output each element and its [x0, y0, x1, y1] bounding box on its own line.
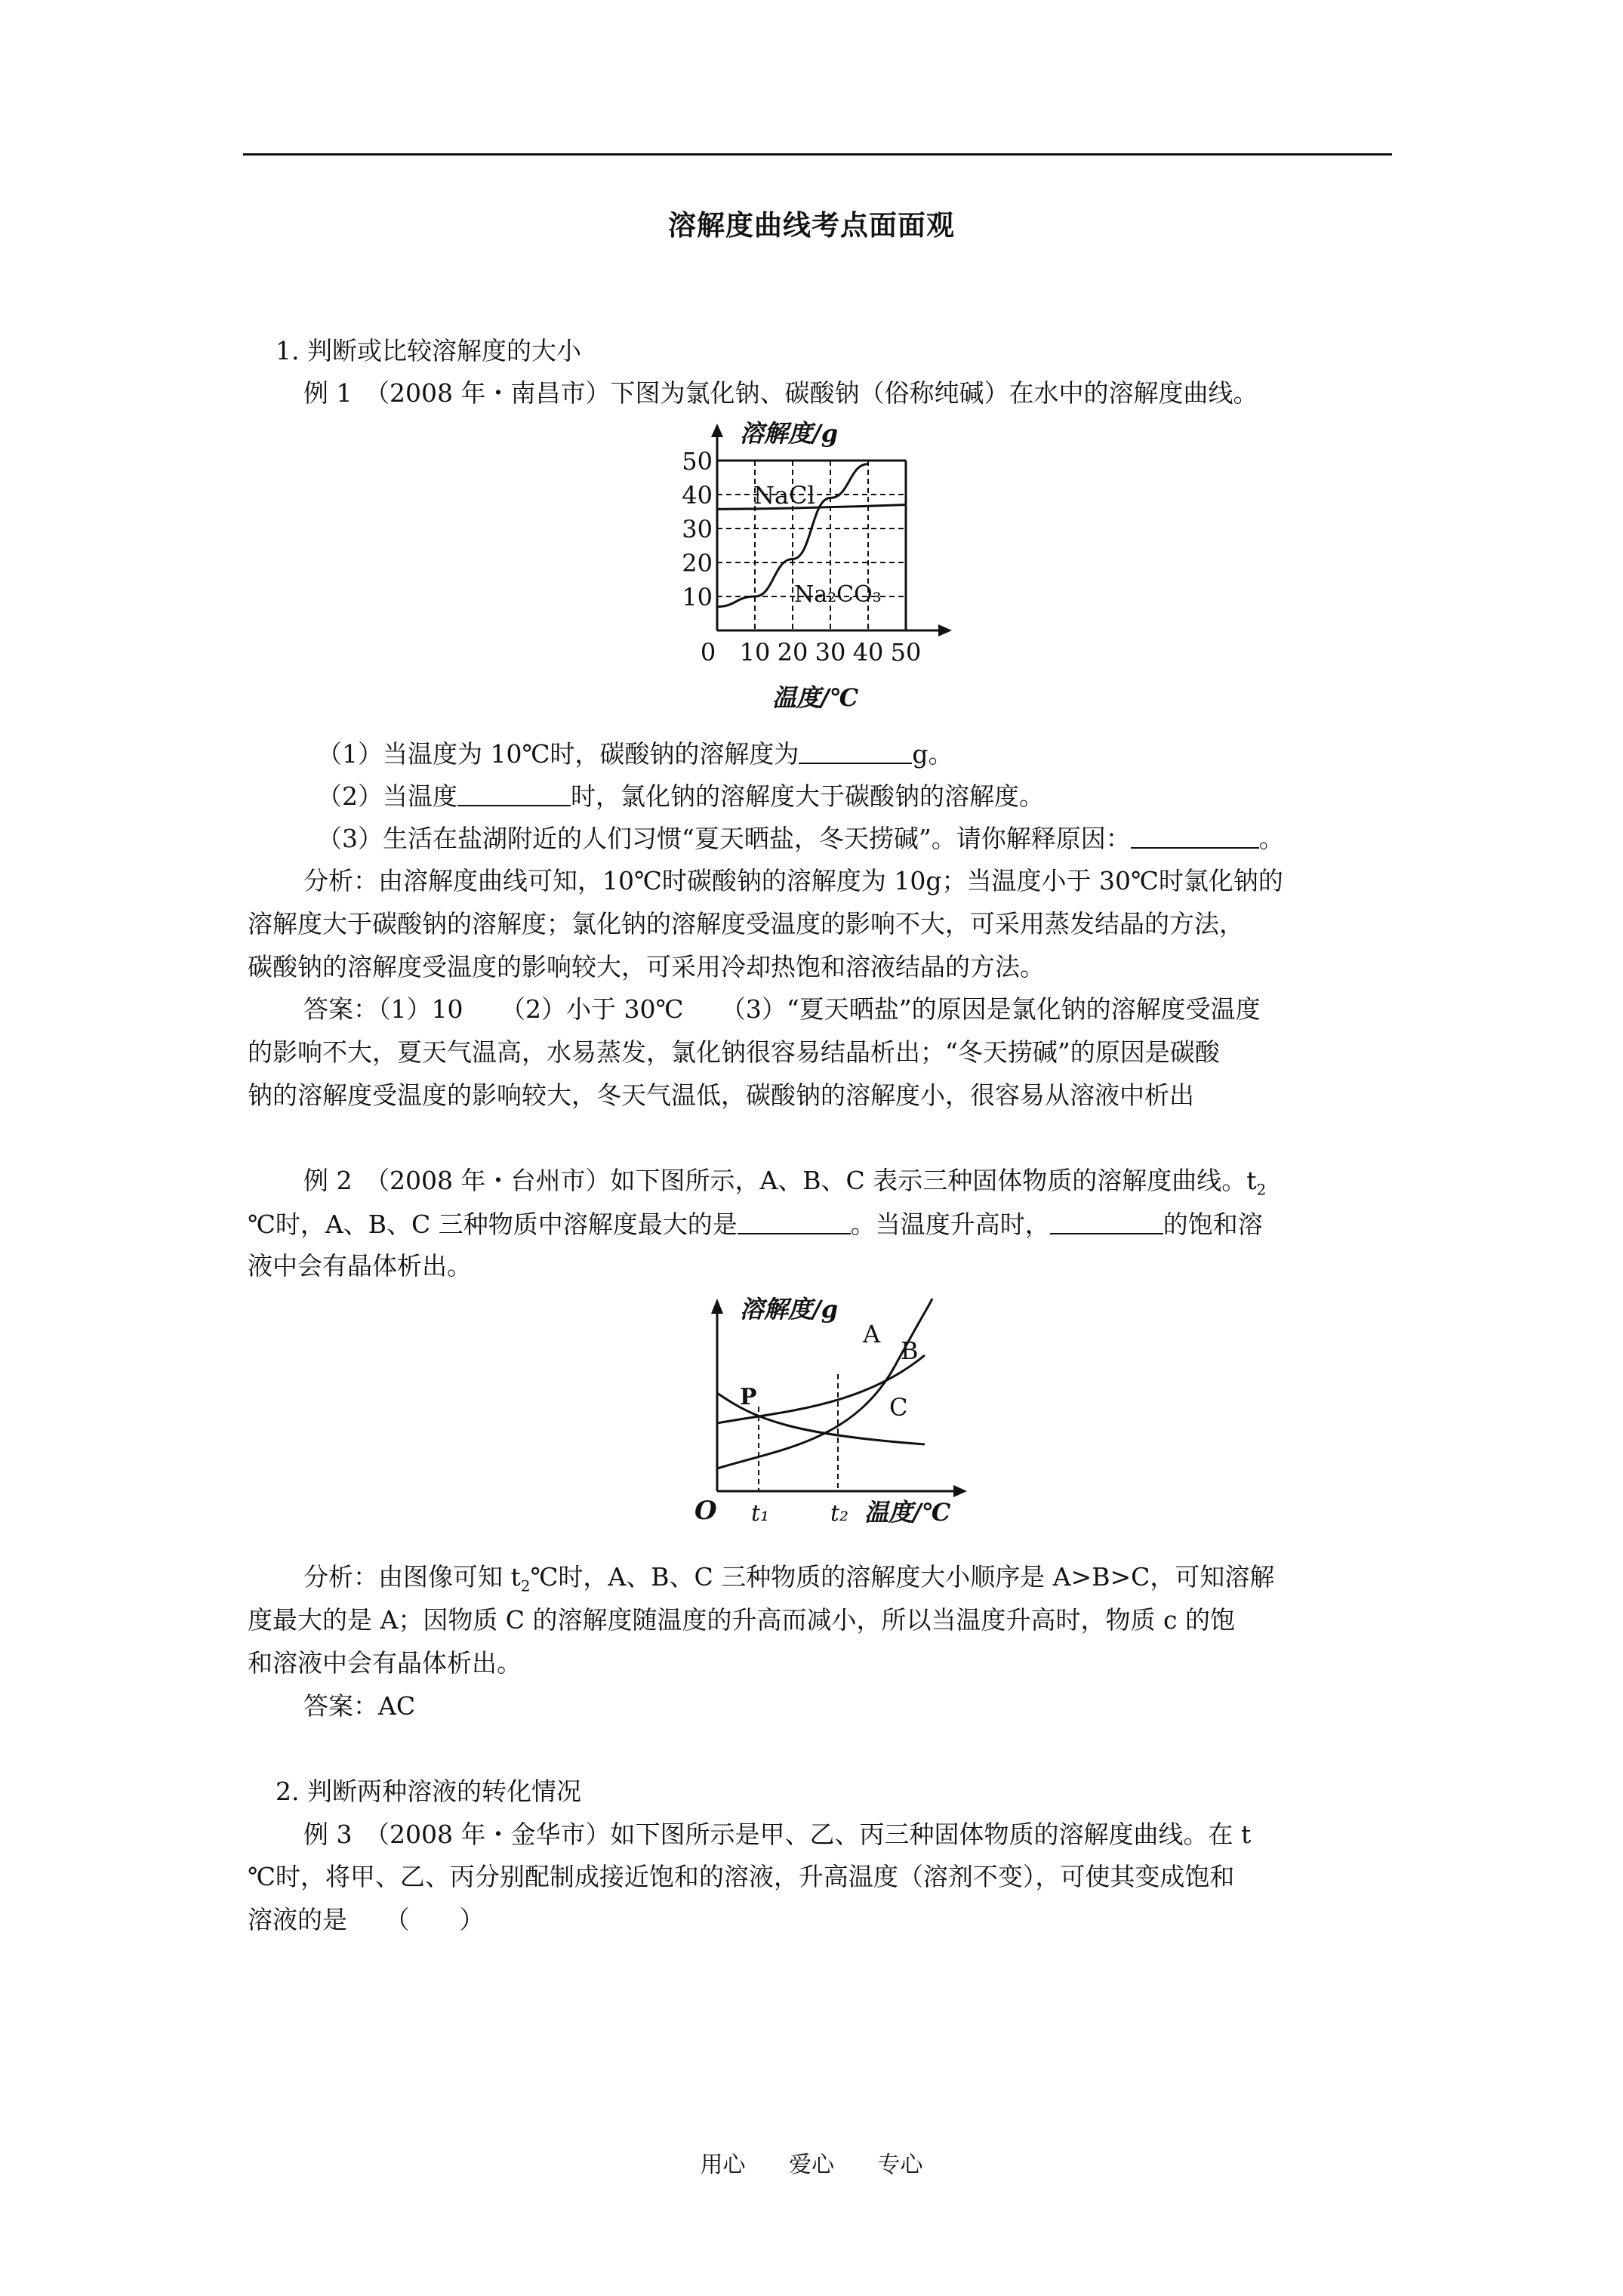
y-axis-label: 溶解度/g [740, 1295, 839, 1324]
x-axis-label: 温度/℃ [771, 683, 859, 712]
question-3 [317, 824, 1284, 851]
answer-line: 的影响不大，夏天气温高，水易蒸发，氯化钠很容易结晶析出；“冬天捞碱”的原因是碳酸 [248, 1037, 1220, 1067]
page-title: 溶解度曲线考点面面观 [668, 208, 955, 242]
x-tick-label: 10 [739, 638, 771, 667]
x-tick-label: 0 [700, 638, 716, 667]
question-1-text: （1）当温度为 10℃时，碳酸钠的溶解度为 [317, 739, 799, 769]
question-3-text: （3）生活在盐湖附近的人们习惯“夏天晒盐，冬天捞碱”。请你解释原因： [317, 824, 1131, 853]
example-intro: 液中会有晶体析出。 [248, 1251, 472, 1281]
example-intro: ℃时，将甲、乙、丙分别配制成接近饱和的溶液，升高温度（溶剂不变），可使其变成饱和 [248, 1862, 1235, 1891]
y-axis-arrow [711, 1299, 723, 1314]
example-intro [248, 1210, 1263, 1237]
x-axis-label: 温度/℃ [864, 1498, 951, 1527]
solubility-chart-abc [664, 1284, 981, 1540]
x-tick-label: 40 [852, 638, 884, 667]
series-label-c: C [889, 1393, 908, 1422]
y-axis-arrow [711, 424, 723, 437]
example-intro: 溶液的是 （ ） [248, 1905, 485, 1934]
analysis-line: 和溶液中会有晶体析出。 [248, 1648, 522, 1678]
answer-blank [457, 782, 571, 806]
subscript: 2 [520, 1576, 531, 1595]
y-tick-label: 50 [682, 447, 713, 476]
x-tick-label: 50 [890, 638, 922, 667]
page-footer [0, 2146, 1623, 2179]
example-intro [303, 1168, 1266, 1197]
x-tick-label: t₂ [830, 1500, 849, 1527]
x-axis-arrow [938, 624, 952, 636]
x-tick-label: 20 [777, 638, 808, 667]
question-1 [317, 739, 953, 769]
y-tick-label: 10 [682, 583, 713, 612]
solubility-chart-nacl-na2co3 [664, 411, 966, 729]
question-2 [317, 782, 1044, 809]
footer-word: 用心 [700, 2152, 746, 2178]
x-axis-arrow [953, 1485, 967, 1497]
series-label-na2co3: Na₂CO₃ [794, 581, 882, 608]
y-tick-label: 30 [682, 515, 713, 544]
analysis-line: 碳酸钠的溶解度受温度的影响较大，可采用冷却热饱和溶液结晶的方法。 [248, 952, 1045, 982]
origin-label: O [694, 1496, 717, 1526]
analysis-text: ℃时，A、B、C 三种物质的溶解度大小顺序是 A>B>C，可知溶解 [530, 1562, 1275, 1592]
answer-line: 答案：（1）10 （2）小于 30℃ （3）“夏天晒盐”的原因是氯化钠的溶解度受温度 [303, 994, 1261, 1024]
example-2-text: 。当温度升高时， [850, 1210, 1050, 1239]
question-3-tail: 。 [1258, 824, 1284, 853]
example-intro: 例 3 （2008 年・金华市）如下图所示是甲、乙、丙三种固体物质的溶解度曲线。在 t [303, 1820, 1252, 1849]
answer-blank [1131, 824, 1259, 849]
answer-blank [1050, 1210, 1163, 1234]
y-tick-label: 20 [682, 549, 713, 578]
analysis-line: 溶解度大于碳酸钠的溶解度；氯化钠的溶解度受温度的影响不大，可采用蒸发结晶的方法， [248, 909, 1244, 938]
y-axis-label: 溶解度/g [740, 419, 839, 448]
header-rule [243, 153, 1392, 156]
footer-word: 专心 [877, 2152, 923, 2178]
analysis-line [303, 1564, 1274, 1594]
example-intro: 例 1 （2008 年・南昌市）下图为氯化钠、碳酸钠（俗称纯碱）在水中的溶解度曲线。 [303, 378, 1258, 408]
question-2-tail: 时，氯化钠的溶解度大于碳酸钠的溶解度。 [571, 781, 1044, 811]
analysis-text: 分析：由图像可知 t [303, 1562, 521, 1592]
answer-line: 钠的溶解度受温度的影响较大，冬天气温低，碳酸钠的溶解度小，很容易从溶液中析出 [248, 1080, 1194, 1110]
footer-word: 爱心 [789, 2152, 834, 2178]
y-tick-label: 40 [682, 481, 713, 510]
answer-blank [738, 1210, 851, 1234]
example-2-intro: 例 2 （2008 年・台州市）如下图所示，A、B、C 表示三种固体物质的溶解度曲线。t [303, 1166, 1257, 1195]
analysis-line: 度最大的是 A；因物质 C 的溶解度随温度的升高而减小，所以当温度升高时，物质 c 的饱 [248, 1605, 1236, 1635]
x-tick-label: 30 [815, 638, 846, 667]
example-2-text: ℃时，A、B、C 三种物质中溶解度最大的是 [248, 1210, 738, 1239]
answer-line: 答案：AC [303, 1691, 416, 1721]
series-label-nacl: NaCl [753, 481, 815, 510]
question-1-unit: g。 [912, 739, 953, 769]
section-heading: 1. 判断或比较溶解度的大小 [276, 336, 581, 365]
example-2-text: 的饱和溶 [1163, 1210, 1263, 1239]
series-label-a: A [863, 1320, 881, 1348]
x-tick-label: t₁ [751, 1500, 770, 1527]
subscript: 2 [1256, 1180, 1267, 1199]
series-label-b: B [901, 1336, 919, 1365]
section-heading: 2. 判断两种溶液的转化情况 [276, 1777, 581, 1806]
point-label-p: P [740, 1384, 757, 1410]
analysis-line: 分析：由溶解度曲线可知，10℃时碳酸钠的溶解度为 10g；当温度小于 30℃时氯化钠的 [303, 866, 1283, 895]
answer-blank [799, 740, 912, 764]
question-2-text: （2）当温度 [317, 781, 457, 811]
